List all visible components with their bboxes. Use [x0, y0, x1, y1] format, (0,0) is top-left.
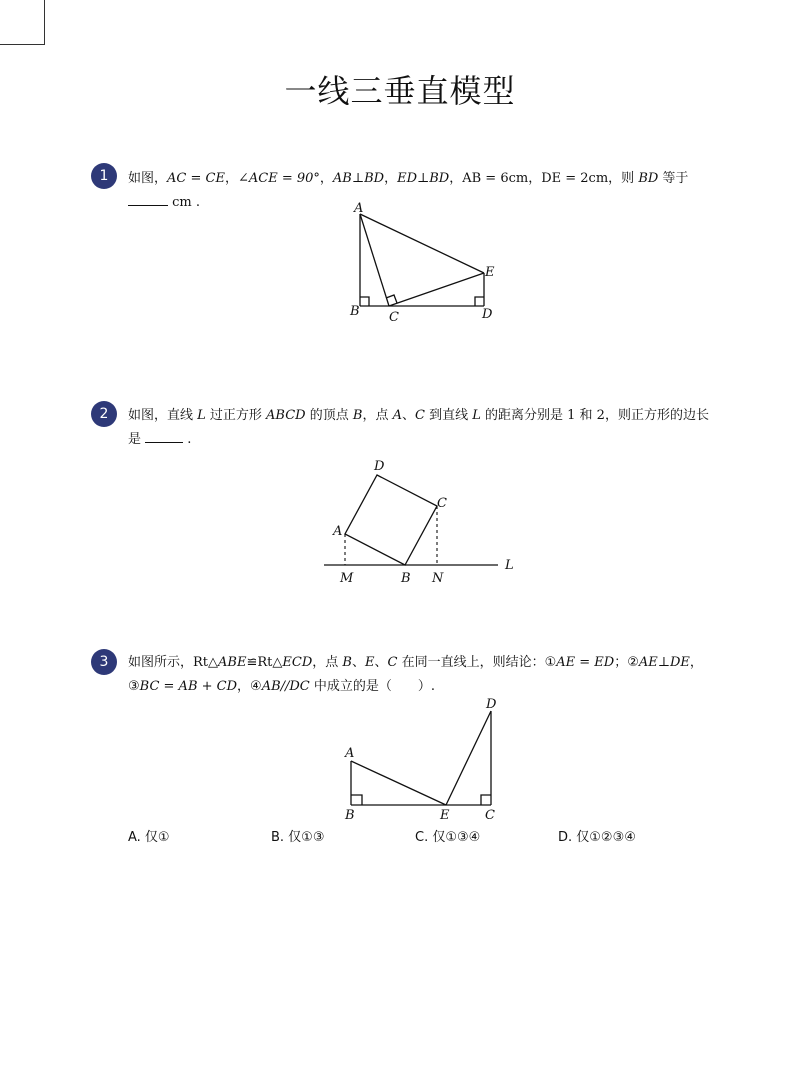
answer-blank-1[interactable] — [128, 191, 168, 206]
option-c[interactable]: C. 仅①③④ — [415, 830, 481, 845]
question-2-text: 如图，直线 L 过正方形 ABCD 的顶点 B，点 A、C 到直线 L 的距离分别是 1 和 2，则正方形的边长 是 . — [128, 408, 709, 447]
question-number-2: 2 — [91, 401, 117, 427]
label-C: C — [485, 808, 495, 823]
answer-blank-2[interactable] — [145, 428, 183, 443]
label-E: E — [485, 265, 495, 280]
figure-q2 — [318, 455, 528, 587]
label-A: A — [354, 201, 364, 216]
option-a[interactable]: A. 仅① — [128, 830, 170, 845]
corner-crop-mark — [0, 0, 45, 45]
question-1-text: 如图，AC = CE，∠ACE = 90°，AB⊥BD，ED⊥BD，AB = 6cm，DE = 2cm，则 BD 等于 cm . — [128, 171, 689, 210]
question-number-3: 3 — [91, 649, 117, 675]
label-C: C — [389, 310, 399, 325]
question-3-text: 如图所示，Rt△ABE≌Rt△ECD，点 B、E、C 在同一直线上，则结论：①AE = ED；②AE⊥DE，③BC = AB + CD，④AB//DC 中成立的是（ ）. — [128, 655, 703, 694]
figure-q1 — [340, 200, 510, 325]
label-B: B — [345, 808, 355, 823]
label-C: C — [437, 496, 447, 511]
label-E: E — [440, 808, 450, 823]
label-M: M — [340, 571, 354, 586]
label-D: D — [374, 459, 385, 474]
label-B: B — [401, 571, 411, 586]
label-L: L — [505, 558, 514, 573]
option-b[interactable]: B. 仅①③ — [271, 830, 325, 845]
page-title: 一线三垂直模型 — [284, 72, 516, 110]
label-B: B — [350, 304, 360, 319]
label-N: N — [432, 571, 444, 586]
option-d[interactable]: D. 仅①②③④ — [558, 830, 636, 845]
label-D: D — [486, 697, 497, 712]
label-A: A — [345, 746, 355, 761]
label-D: D — [482, 307, 493, 322]
question-number-1: 1 — [91, 163, 117, 189]
label-A: A — [333, 524, 343, 539]
figure-q3 — [335, 695, 510, 825]
